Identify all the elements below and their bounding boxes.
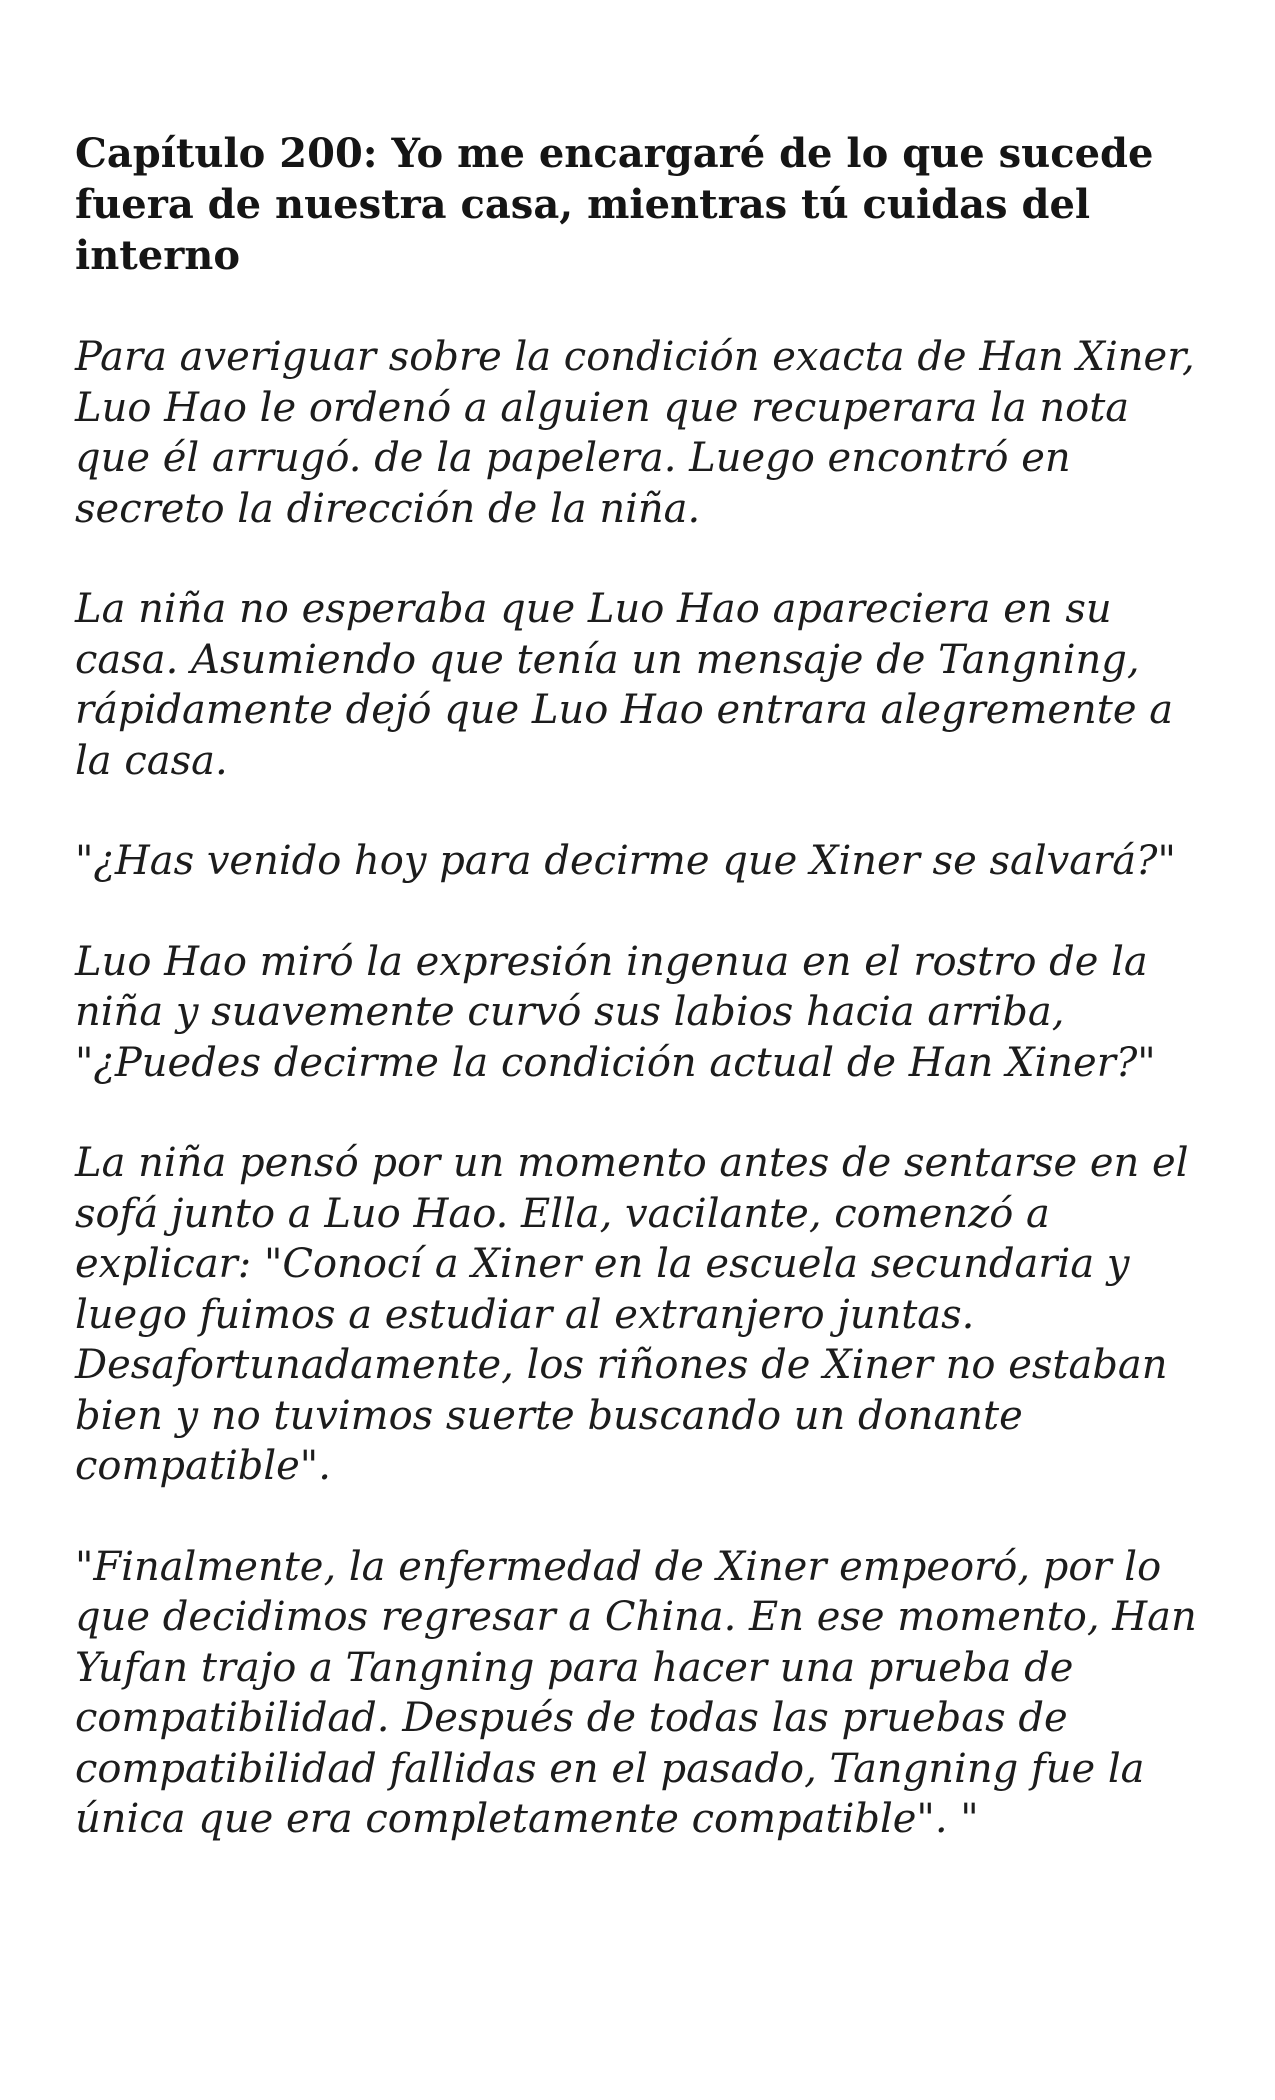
paragraph-4: Luo Hao miró la expresión ingenua en el rostro de la niña y suavemente curvó sus labios hacia arriba, "¿Puedes decirme la condición actual de Han Xiner?" <box>75 938 1156 1086</box>
chapter-title: Capítulo 200: Yo me encargaré de lo que sucede fuera de nuestra casa, mientras tú cuidas del interno <box>75 130 1154 279</box>
paragraph-1: Para averiguar sobre la condición exacta de Han Xiner, Luo Hao le ordenó a alguien que recuperara la nota que él arrugó. de la papelera. Luego encontró en secreto la dirección de la niña. <box>75 334 1195 532</box>
paragraph-3: "¿Has venido hoy para decirme que Xiner se salvará?" <box>75 838 1176 884</box>
document-page <box>75 128 1215 1895</box>
paragraph-5: La niña pensó por un momento antes de sentarse en el sofá junto a Luo Hao. Ella, vacilante, comenzó a explicar: "Conocí a Xiner en la escuela secundaria y luego fuimos a estudiar al extranjero juntas. Desafortunadamente, los riñones de Xiner no estaban bien y no tuvimos suerte buscando un donante compatible". <box>75 1140 1189 1489</box>
paragraph-2: La niña no esperaba que Luo Hao apareciera en su casa. Asumiendo que tenía un mensaje de Tangning, rápidamente dejó que Luo Hao entrara alegremente a la casa. <box>75 586 1174 784</box>
paragraph-6: "Finalmente, la enfermedad de Xiner empeoró, por lo que decidimos regresar a China. En ese momento, Han Yufan trajo a Tangning para hacer una prueba de compatibilidad. Después de todas las pruebas de compatibilidad fallidas en el pasado, Tangning fue la única que era completamente compatible". " <box>75 1543 1197 1842</box>
